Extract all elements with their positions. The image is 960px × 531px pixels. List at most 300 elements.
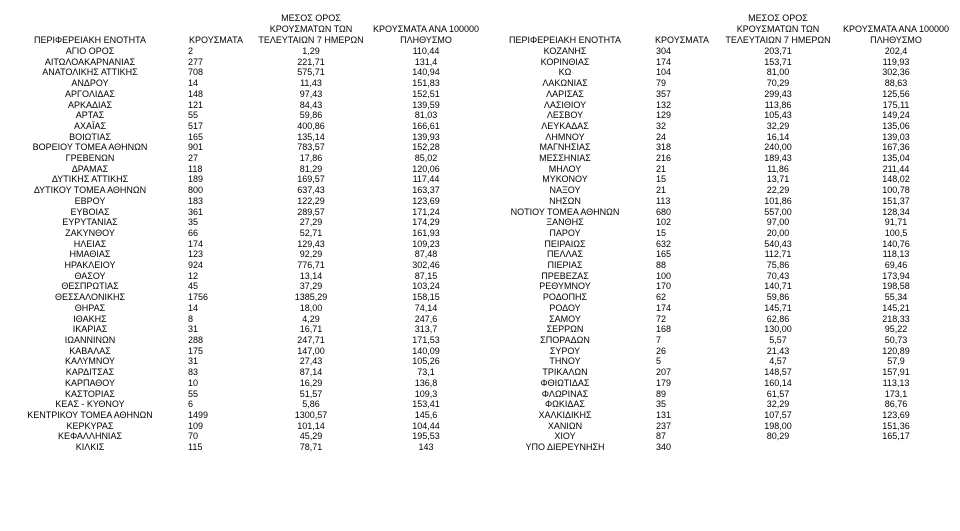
cases-value: 31 [188,356,199,367]
cases-value: 66 [188,227,199,238]
avg-7-days-value: 189,43 [764,153,792,164]
avg-7-days-value: 13,71 [766,174,790,185]
region-name: ΕΥΒΟΙΑΣ [70,206,110,217]
region-name: ΒΟΡΕΙΟΥ ΤΟΜΕΑ ΑΘΗΝΩΝ [32,142,148,153]
region-name: ΣΑΜΟΥ [549,313,581,324]
cases-value: 632 [656,238,672,249]
per-100k-value: 166,61 [412,120,440,131]
cases-value: 15 [656,174,667,185]
avg-7-days-value: 1,29 [302,46,320,56]
region-name: ΗΛΕΙΑΣ [73,238,107,249]
avg-7-days-value: 81,29 [299,163,323,174]
cases-value: 132 [656,99,672,110]
table-row [486,228,956,239]
cases-value: 129 [656,110,672,121]
region-name: ΧΑΛΚΙΔΙΚΗΣ [538,409,592,420]
cases-value: 318 [656,142,672,153]
region-name: ΦΘΙΩΤΙΔΑΣ [540,377,590,388]
region-name: ΚΑΛΥΜΝΟΥ [64,356,116,367]
cases-value: 288 [188,334,204,345]
cases-value: 12 [188,270,199,281]
per-100k-value: 109,23 [412,238,440,249]
region-name: ΡΟΔΟΠΗΣ [542,292,588,303]
table-row [486,67,956,78]
per-100k-value: 171,24 [412,206,440,217]
cases-value: 109 [188,420,204,431]
region-name: ΦΛΩΡΙΝΑΣ [541,388,589,399]
per-100k-value: 151,36 [882,420,910,431]
avg-7-days-value: 16,71 [299,324,323,335]
per-100k-value: 302,46 [412,260,440,271]
per-100k-value: 302,36 [882,67,910,78]
region-name: ΑΝΔΡΟΥ [71,78,109,89]
avg-7-days-value: 776,71 [297,260,325,271]
cases-value: 174 [656,56,672,67]
header-region: ΠΕΡΙΦΕΡΕΙΑΚΗ ΕΝΟΤΗΤΑ [508,35,622,45]
per-100k-value: 174,29 [412,217,440,228]
per-100k-value: 173,1 [884,388,908,399]
cases-value: 104 [656,67,672,78]
region-name: ΚΑΒΑΛΑΣ [69,345,111,356]
table-row [4,67,486,78]
cases-value: 170 [656,281,672,292]
cases-value: 189 [188,174,204,185]
cases-value: 304 [656,46,672,56]
per-100k-value: 113,13 [882,377,910,388]
avg-7-days-value: 21,43 [766,345,790,356]
per-100k-value: 140,94 [412,67,440,78]
table-row [486,249,956,260]
table-row [4,442,486,453]
per-100k-value: 202,4 [884,46,908,56]
table-row [486,89,956,100]
table-row [4,239,486,250]
table-row [4,292,486,303]
per-100k-value [836,442,956,453]
cases-value: 708 [188,67,204,78]
table-row [486,78,956,89]
table-row [486,421,956,432]
region-name: ΑΓΙΟ ΟΡΟΣ [65,46,115,56]
region-name: ΚΕΝΤΡΙΚΟΥ ΤΟΜΕΑ ΑΘΗΝΩΝ [27,409,153,420]
header-cases: ΚΡΟΥΣΜΑΤΑ [655,35,709,45]
cases-value: 31 [188,324,199,335]
region-name: ΚΑΣΤΟΡΙΑΣ [65,388,115,399]
header-cases-per-100k: ΚΡΟΥΣΜΑΤΑ ΑΝΑ 100000 ΠΛΗΘΥΣΜΟ [373,24,479,45]
region-name: ΠΕΛΛΑΣ [546,249,584,260]
cases-value: 21 [656,185,667,196]
cases-value: 680 [656,206,672,217]
cases-value: 277 [188,56,204,67]
avg-7-days-value: 148,57 [764,367,792,378]
table-row [486,207,956,218]
per-100k-value: 139,59 [412,99,440,110]
avg-7-days-value: 575,71 [297,67,325,78]
region-name: ΖΑΚΥΝΘΟΥ [65,227,115,238]
avg-7-days-value: 783,57 [297,142,325,153]
per-100k-value: 105,26 [412,356,440,367]
table-row [4,367,486,378]
cases-value: 207 [656,367,672,378]
per-100k-value: 140,76 [882,238,910,249]
avg-7-days-value: 299,43 [764,88,792,99]
cases-value: 62 [656,292,667,303]
table-row [486,260,956,271]
avg-7-days-value: 637,43 [297,185,325,196]
table-row [4,324,486,335]
table-row [4,217,486,228]
table-row [4,153,486,164]
cases-value: 14 [188,302,199,313]
cases-value: 340 [656,442,672,453]
cases-value: 55 [188,110,199,121]
cases-value: 10 [188,377,199,388]
cases-value: 165 [656,249,672,260]
avg-7-days-value: 32,29 [766,399,790,410]
per-100k-value: 128,34 [882,206,910,217]
avg-7-days-value: 135,14 [297,131,325,142]
cases-table-left [4,8,486,453]
per-100k-value: 135,06 [882,120,910,131]
avg-7-days-value: 203,71 [764,46,792,56]
cases-value: 1756 [188,292,209,303]
avg-7-days-value: 247,71 [297,334,325,345]
per-100k-value: 123,69 [412,195,440,206]
avg-7-days-value: 4,29 [302,313,320,324]
region-name: ΚΩ [558,67,572,78]
per-100k-value: 145,21 [882,302,910,313]
table-row [4,142,486,153]
table-row [486,410,956,421]
region-name: ΑΡΓΟΛΙΔΑΣ [65,88,115,99]
per-100k-value: 87,15 [414,270,438,281]
cases-value: 89 [656,388,667,399]
per-100k-value: 123,69 [882,409,910,420]
cases-value: 27 [188,153,199,164]
cases-value: 79 [656,78,667,89]
table-row [4,260,486,271]
region-name: ΛΑΚΩΝΙΑΣ [542,78,588,89]
cases-value: 115 [188,442,203,453]
avg-7-days-value: 13,14 [299,270,323,281]
table-row [4,399,486,410]
region-name: ΥΠΟ ΔΙΕΡΕΥΝΗΣΗ [525,442,605,453]
cases-value: 14 [188,78,199,89]
cases-value: 237 [656,420,672,431]
avg-7-days-value: 11,86 [767,163,789,174]
cases-value: 1499 [188,409,209,420]
cases-value: 174 [188,238,204,249]
table-row [4,46,486,57]
table-row [4,132,486,143]
cases-value: 45 [188,281,199,292]
per-100k-value: 74,14 [414,302,438,313]
avg-7-days-value: 17,86 [299,153,323,164]
per-100k-value: 143 [418,442,434,453]
avg-7-days-value: 129,43 [297,238,325,249]
cases-value: 55 [188,388,199,399]
avg-7-days-value: 153,71 [764,56,792,67]
per-100k-value: 171,53 [412,334,440,345]
region-name: ΙΘΑΚΗΣ [73,313,107,324]
per-100k-value: 103,24 [412,281,440,292]
per-100k-value: 119,93 [882,56,910,67]
table-row [486,132,956,143]
per-100k-value: 117,44 [412,174,440,185]
region-name: ΚΑΡΠΑΘΟΥ [64,377,116,388]
region-name: ΛΕΥΚΑΔΑΣ [541,120,589,131]
region-name: ΠΙΕΡΙΑΣ [547,260,583,271]
table-row [4,378,486,389]
table-row [4,110,486,121]
per-100k-value: 153,41 [412,399,440,410]
region-name: ΕΒΡΟΥ [74,195,106,206]
avg-7-days-value: 289,57 [297,206,325,217]
region-name: ΚΕΦΑΛΛΗΝΙΑΣ [57,431,123,442]
table-row [486,399,956,410]
table-row [4,249,486,260]
cases-value: 123 [188,249,204,260]
avg-7-days-value: 32,29 [766,120,790,131]
avg-7-days-value: 92,29 [299,249,323,260]
region-name: ΝΗΣΩΝ [549,195,581,206]
cases-value: 15 [656,227,667,238]
table-row [486,174,956,185]
per-100k-value: 91,71 [884,217,908,228]
per-100k-value: 50,73 [884,334,908,345]
region-name: ΜΗΛΟΥ [548,163,582,174]
per-100k-value: 88,63 [884,78,908,89]
avg-7-days-value: 113,86 [764,99,792,110]
avg-7-days-value: 78,71 [299,442,323,453]
table-row [4,335,486,346]
cases-value: 901 [188,142,204,153]
avg-7-days-value: 59,86 [299,110,323,121]
per-100k-value: 100,78 [882,185,910,196]
avg-7-days-value: 4,57 [769,356,787,367]
header-row [4,8,486,46]
region-name: ΡΕΘΥΜΝΟΥ [539,281,591,292]
table-row [4,89,486,100]
avg-7-days-value [720,442,836,453]
cases-value: 179 [656,377,672,388]
table-row [486,57,956,68]
table-row [4,164,486,175]
region-name: ΜΕΣΣΗΝΙΑΣ [539,153,591,164]
cases-value: 174 [656,302,672,313]
avg-7-days-value: 400,86 [297,120,325,131]
cases-value: 131 [656,409,672,420]
avg-7-days-value: 18,00 [299,302,323,313]
per-100k-value: 175,11 [882,99,910,110]
per-100k-value: 55,34 [884,292,908,303]
region-name: ΔΡΑΜΑΣ [71,163,109,174]
avg-7-days-value: 101,14 [297,420,325,431]
table-row [486,217,956,228]
header-avg-7-days: ΜΕΣΟΣ ΟΡΟΣ ΚΡΟΥΣΜΑΤΩΝ ΤΩΝ ΤΕΛΕΥΤΑΙΩΝ 7 ΗΜΕΡΩΝ [725,13,831,45]
table-row [4,228,486,239]
region-name: ΠΕΙΡΑΙΩΣ [544,238,586,249]
region-name: ΓΡΕΒΕΝΩΝ [65,153,115,164]
cases-value: 21 [656,163,667,174]
cases-value: 24 [656,131,667,142]
per-100k-value: 163,37 [412,185,440,196]
cases-value: 72 [656,313,667,324]
region-name: ΞΑΝΘΗΣ [546,217,584,228]
per-100k-value: 95,22 [884,324,908,335]
table-row [486,100,956,111]
region-name: ΚΑΡΔΙΤΣΑΣ [65,367,115,378]
table-row [486,142,956,153]
cases-value: 165 [188,131,204,142]
per-100k-value: 247,6 [414,313,438,324]
region-name: ΙΚΑΡΙΑΣ [72,324,108,335]
table-row [486,356,956,367]
per-100k-value: 139,93 [412,131,440,142]
avg-7-days-value: 105,43 [764,110,792,121]
region-name: ΦΩΚΙΔΑΣ [545,399,585,410]
avg-7-days-value: 145,71 [764,302,792,313]
table-row [4,174,486,185]
region-name: ΙΩΑΝΝΙΝΩΝ [64,334,116,345]
header-cases-per-100k: ΚΡΟΥΣΜΑΤΑ ΑΝΑ 100000 ΠΛΗΘΥΣΜΟ [843,24,949,45]
table-row [4,57,486,68]
avg-7-days-value: 130,00 [764,324,792,335]
avg-7-days-value: 61,57 [766,388,790,399]
table-row [486,303,956,314]
region-name: ΑΡΤΑΣ [75,110,105,121]
avg-7-days-value: 70,43 [766,270,790,281]
per-100k-value: 81,03 [414,110,438,121]
cases-value: 357 [656,88,672,99]
region-name: ΚΟΡΙΝΘΙΑΣ [540,56,590,67]
per-100k-value: 157,91 [882,367,910,378]
per-100k-value: 148,02 [882,174,910,185]
avg-7-days-value: 107,57 [764,409,792,420]
table-row [4,207,486,218]
cases-value: 361 [188,206,204,217]
avg-7-days-value: 27,29 [299,217,323,228]
region-name: ΣΥΡΟΥ [549,345,581,356]
region-name: ΠΑΡΟΥ [549,227,581,238]
cases-value: 121 [188,99,204,110]
cases-value: 70 [188,431,199,442]
region-name: ΑΧΑΪΑΣ [73,120,107,131]
avg-7-days-value: 1300,57 [294,409,328,420]
avg-7-days-value: 122,29 [297,195,325,206]
avg-7-days-value: 59,86 [766,292,790,303]
per-100k-value: 110,44 [412,46,440,56]
avg-7-days-value: 97,00 [766,217,790,228]
table-row [486,335,956,346]
table-row [4,271,486,282]
region-name: ΚΕΑΣ - ΚΥΘΝΟΥ [55,399,125,410]
region-name: ΚΕΡΚΥΡΑΣ [66,420,114,431]
cases-value: 118 [188,163,203,174]
avg-7-days-value: 84,43 [299,99,323,110]
table-row [4,185,486,196]
cases-value: 26 [656,345,667,356]
per-100k-value: 57,9 [887,356,905,367]
avg-7-days-value: 11,43 [300,78,322,89]
per-100k-value: 152,51 [412,88,440,99]
region-name: ΕΥΡΥΤΑΝΙΑΣ [62,217,118,228]
per-100k-value: 173,94 [882,270,910,281]
header-cases: ΚΡΟΥΣΜΑΤΑ [189,35,243,45]
per-100k-value: 165,17 [882,431,910,442]
per-100k-value: 100,5 [884,227,908,238]
per-100k-value: 120,89 [882,345,910,356]
per-100k-value: 87,48 [414,249,438,260]
region-name: ΗΡΑΚΛΕΙΟΥ [64,260,116,271]
cases-value: 8 [188,313,194,324]
per-100k-value: 195,53 [412,431,440,442]
region-name: ΣΠΟΡΑΔΩΝ [540,334,590,345]
region-name: ΘΑΣΟΥ [74,270,106,281]
table-row [4,421,486,432]
region-name: ΝΑΞΟΥ [549,185,581,196]
region-name: ΣΕΡΡΩΝ [546,324,584,335]
table-row [486,110,956,121]
region-name: ΤΗΝΟΥ [549,356,581,367]
table-row [486,164,956,175]
cases-value: 87 [656,431,667,442]
avg-7-days-value: 101,86 [764,195,792,206]
table-row [486,239,956,250]
avg-7-days-value: 16,14 [766,131,790,142]
avg-7-days-value: 147,00 [297,345,325,356]
table-row [486,196,956,207]
avg-7-days-value: 240,00 [764,142,792,153]
table-row [4,121,486,132]
avg-7-days-value: 5,57 [769,334,787,345]
table-row [4,356,486,367]
region-name: ΘΗΡΑΣ [74,302,106,313]
region-name: ΑΙΤΩΛΟΑΚΑΡΝΑΝΙΑΣ [44,56,136,67]
avg-7-days-value: 81,00 [766,67,790,78]
table-row [486,431,956,442]
avg-7-days-value: 51,57 [299,388,323,399]
region-name: ΡΟΔΟΥ [549,302,581,313]
per-100k-value: 109,3 [414,388,438,399]
region-name: ΔΥΤΙΚΗΣ ΑΤΤΙΚΗΣ [51,174,129,185]
per-100k-value: 145,6 [414,409,438,420]
cases-value: 100 [656,270,672,281]
region-name: ΧΙΟΥ [554,431,576,442]
per-100k-value: 120,06 [412,163,440,174]
cases-value: 800 [188,185,204,196]
table-row [486,367,956,378]
cases-value: 32 [656,120,667,131]
cases-table-right [486,8,956,453]
avg-7-days-value: 27,43 [299,356,323,367]
cases-value: 113 [656,195,671,206]
region-name: ΚΙΛΚΙΣ [75,442,105,453]
per-100k-value: 151,83 [412,78,440,89]
region-name: ΑΝΑΤΟΛΙΚΗΣ ΑΤΤΙΚΗΣ [42,67,138,78]
table-row [486,324,956,335]
avg-7-days-value: 557,00 [764,206,792,217]
table-row [486,271,956,282]
cases-value: 216 [656,153,672,164]
avg-7-days-value: 97,43 [299,88,323,99]
table-row [486,389,956,400]
region-name: ΘΕΣΣΑΛΟΝΙΚΗΣ [54,292,126,303]
avg-7-days-value: 16,29 [299,377,323,388]
avg-7-days-value: 22,29 [766,185,790,196]
cases-value: 175 [188,345,204,356]
avg-7-days-value: 1385,29 [294,292,328,303]
